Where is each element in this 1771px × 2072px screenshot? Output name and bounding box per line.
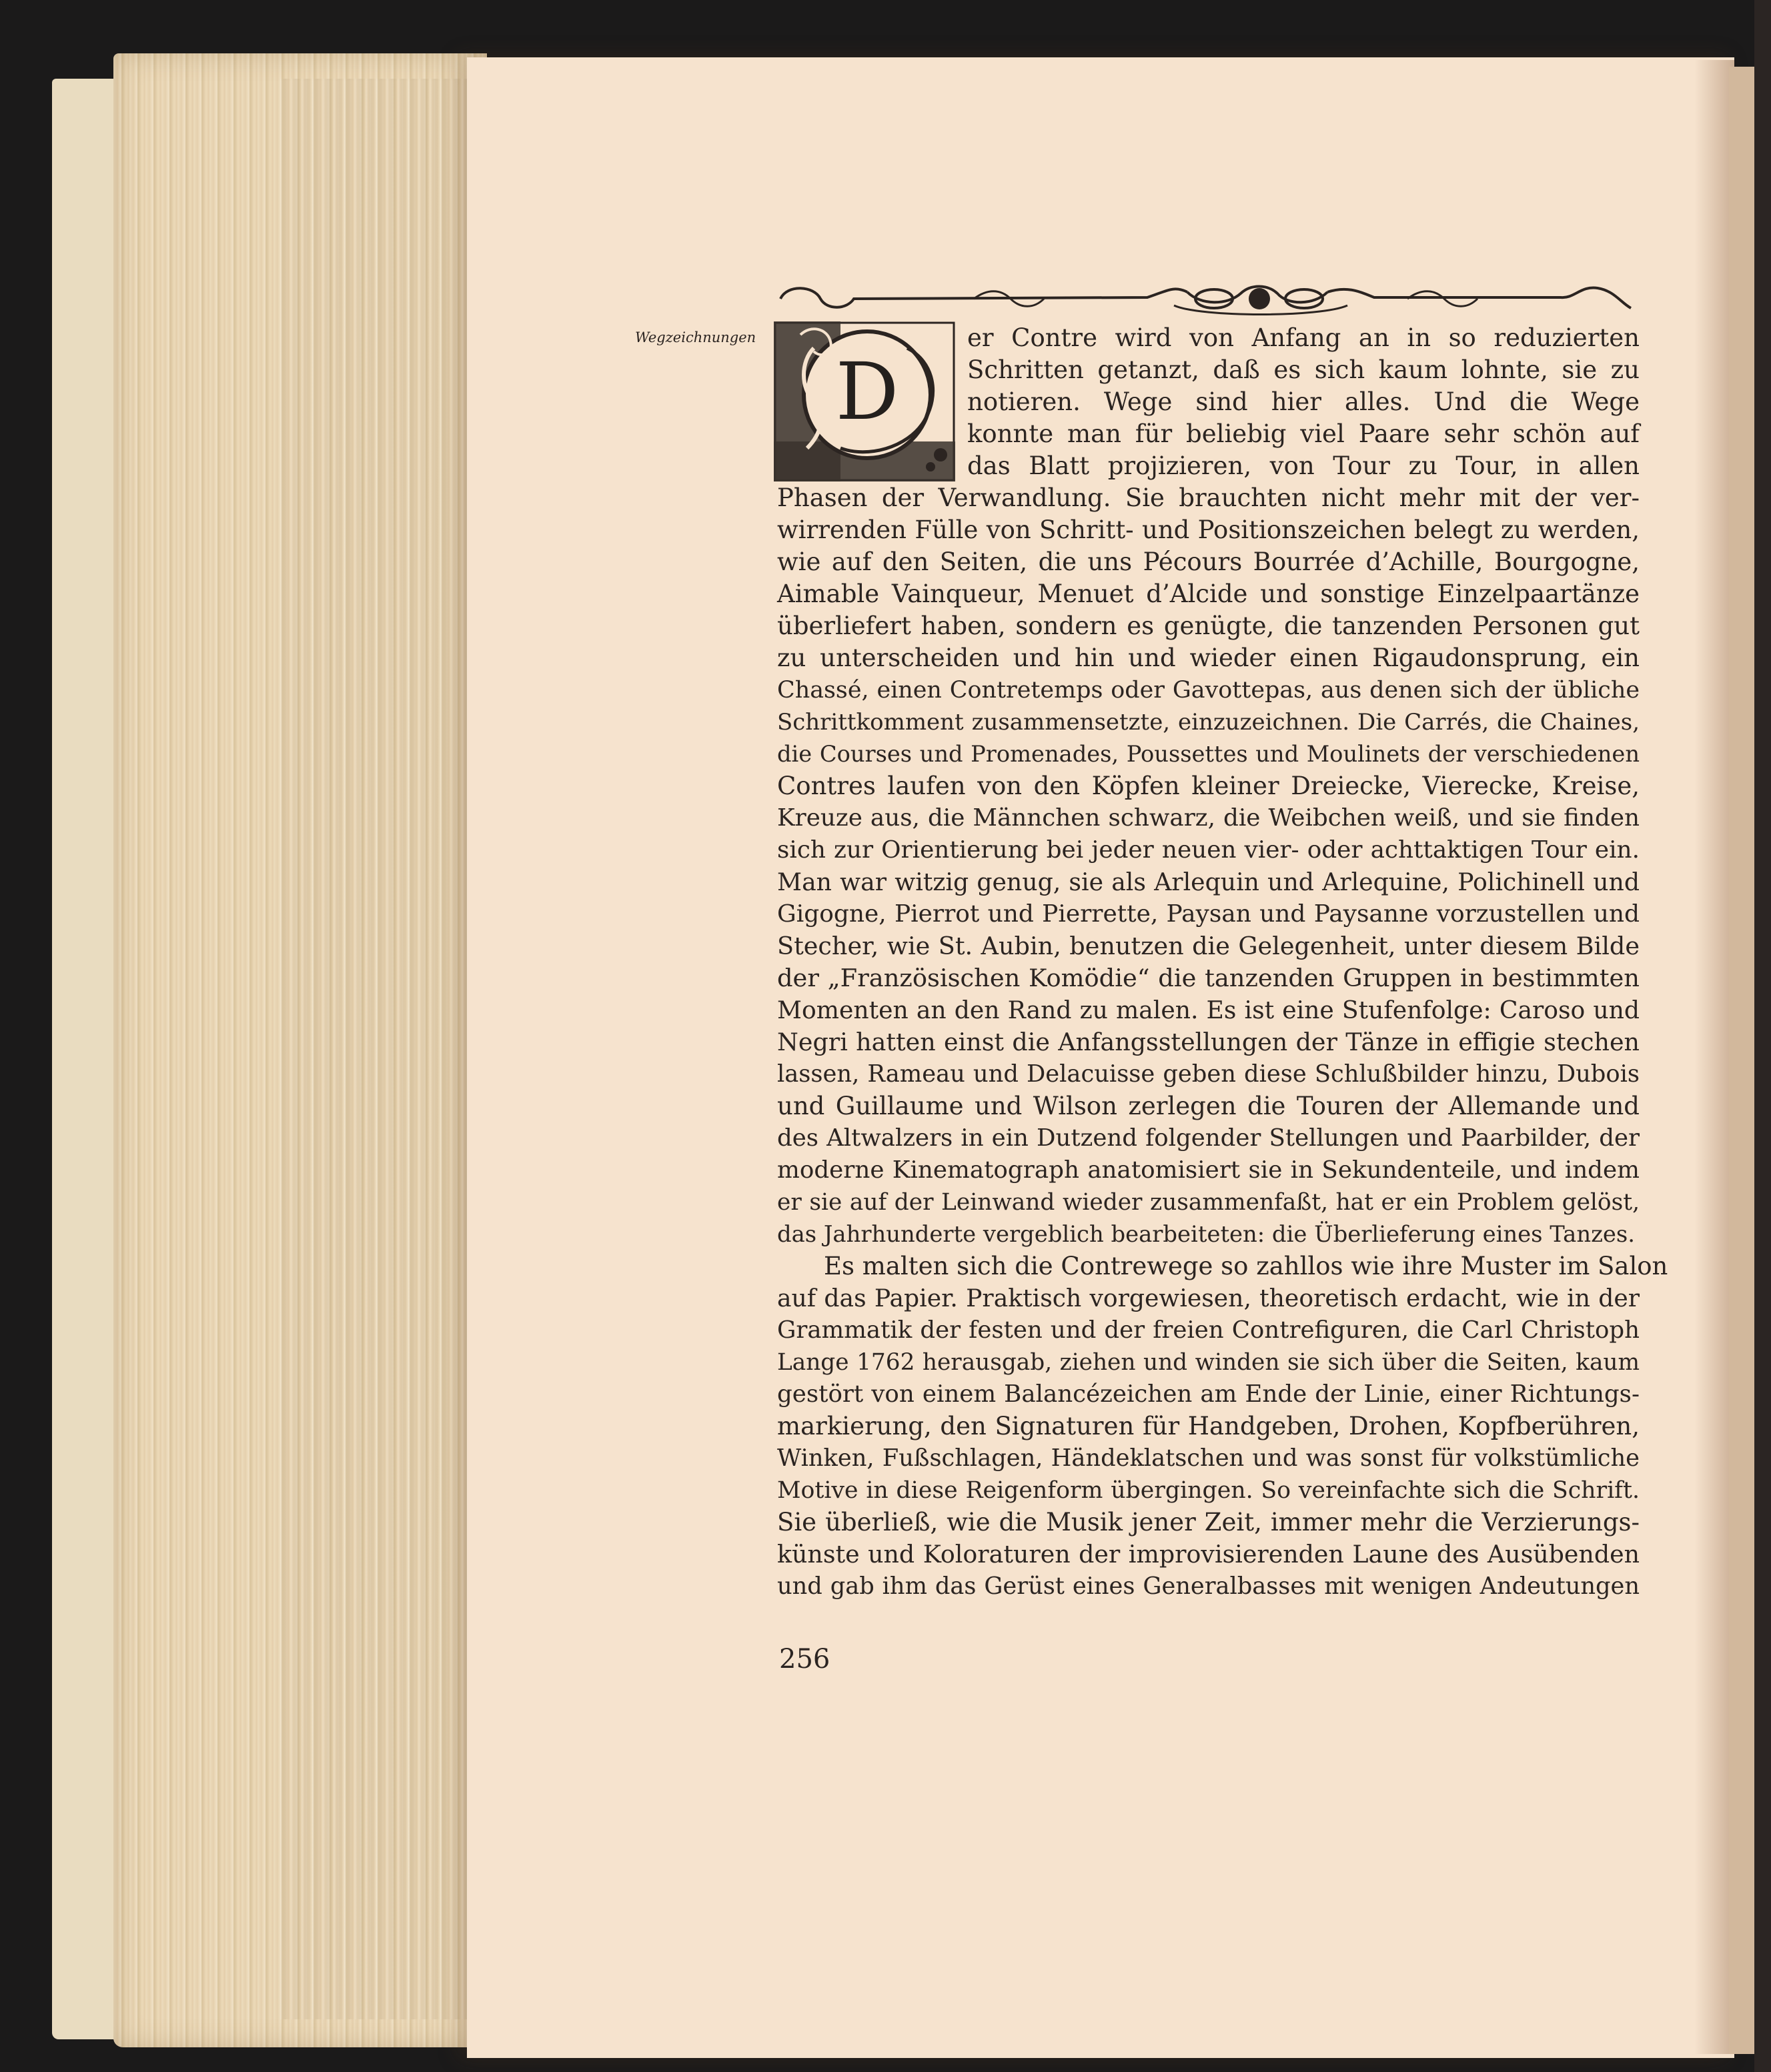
header-ornament [774, 279, 1638, 320]
text-line: sich zur Orientierung bei jeder neuen vier- oder achttaktigen Tour ein. [777, 836, 1640, 864]
text-line: die Courses und Promenades, Poussettes und Moulinets der verschiedenen [777, 741, 1640, 767]
text-line: er Contre wird von Anfang an in so reduzierten [967, 323, 1640, 352]
text-line: künste und Koloraturen der improvisierenden Laune des Ausübenden [777, 1540, 1640, 1569]
text-line: auf das Papier. Praktisch vorgewiesen, theoretisch erdacht, wie in der [777, 1284, 1640, 1312]
text-line: das Jahrhunderte vergeblich bearbeiteten: die Überlieferung eines Tanzes. [777, 1221, 1635, 1247]
text-line: Grammatik der festen und der freien Contrefiguren, die Carl Christoph [777, 1316, 1640, 1344]
background-edge [1754, 0, 1771, 2072]
text-line: wirrenden Fülle von Schritt- und Positionszeichen belegt zu werden, [777, 515, 1640, 544]
text-line: Man war witzig genug, sie als Arlequin und Arlequine, Polichinell und [777, 868, 1640, 896]
text-line: des Altwalzers in ein Dutzend folgender Stellungen und Paarbilder, der [777, 1124, 1640, 1152]
page-gutter [1694, 60, 1734, 2054]
text-line: Lange 1762 herausgab, ziehen und winden sie sich über die Seiten, kaum [777, 1349, 1640, 1376]
text-line: moderne Kinematograph anatomisiert sie in Sekundenteile, und indem [777, 1156, 1640, 1184]
text-line: markierung, den Signaturen für Handgeben, Drohen, Kopfberühren, [777, 1412, 1640, 1440]
page-number: 256 [779, 1644, 830, 1675]
margin-note: Wegzeichnungen [635, 329, 756, 345]
body-text [777, 321, 1668, 1635]
drop-cap-letter: D [835, 345, 899, 437]
text-line: Schritten getanzt, daß es sich kaum lohnte, sie zu [967, 355, 1640, 384]
text-line: Phasen der Verwandlung. Sie brauchten nicht mehr mit der ver- [777, 483, 1640, 512]
text-line: der „Französischen Komödie“ die tanzenden Gruppen in bestimmten [777, 964, 1640, 992]
text-line: wie auf den Seiten, die uns Pécours Bourrée d’Achille, Bourgogne, [777, 548, 1640, 576]
text-line: konnte man für beliebig viel Paare sehr schön auf [967, 419, 1640, 448]
text-line: überliefert haben, sondern es genügte, die tanzenden Personen gut [777, 612, 1640, 640]
text-line: Chassé, einen Contretemps oder Gavottepas, aus denen sich der übliche [777, 677, 1640, 704]
text-line: und Guillaume und Wilson zerlegen die Touren der Allemande und [777, 1092, 1640, 1120]
text-line: das Blatt projizieren, von Tour zu Tour, in allen [967, 451, 1640, 480]
text-line: Stecher, wie St. Aubin, benutzen die Gelegenheit, unter diesem Bilde [777, 932, 1640, 960]
text-line: und gab ihm das Gerüst eines Generalbasses mit wenigen Andeutungen [777, 1573, 1640, 1600]
text-line: Contres laufen von den Köpfen kleiner Dreiecke, Vierecke, Kreise, [777, 772, 1640, 800]
text-line: Momenten an den Rand zu malen. Es ist eine Stufenfolge: Caroso und [777, 996, 1640, 1024]
text-line: Es malten sich die Contrewege so zahllos wie ihre Muster im Salon [824, 1252, 1668, 1280]
text-line: Gigogne, Pierrot und Pierrette, Paysan und Paysanne vorzustellen und [777, 900, 1640, 928]
text-line: lassen, Rameau und Delacuisse geben diese Schlußbilder hinzu, Dubois [777, 1060, 1640, 1088]
text-line: Kreuze aus, die Männchen schwarz, die Weibchen weiß, und sie finden [777, 804, 1640, 832]
text-line: Motive in diese Reigenform übergingen. So vereinfachte sich die Schrift. [777, 1477, 1640, 1504]
page-stack-shading [280, 79, 480, 2019]
text-line: Winken, Fußschlagen, Händeklatschen und was sonst für volkstümliche [777, 1444, 1640, 1472]
text-line: er sie auf der Leinwand wieder zusammenfaßt, hat er ein Problem gelöst, [777, 1189, 1640, 1216]
text-line: Sie überließ, wie die Musik jener Zeit, immer mehr die Verzierungs- [777, 1508, 1640, 1536]
text-line: zu unterscheiden und hin und wieder einen Rigaudonsprung, ein [777, 644, 1640, 672]
text-line: Negri hatten einst die Anfangsstellungen der Tänze in effigie stechen [777, 1028, 1640, 1056]
text-line: gestört von einem Balancézeichen am Ende der Linie, einer Richtungs- [777, 1380, 1640, 1408]
text-line: notieren. Wege sind hier alles. Und die Wege [967, 387, 1640, 416]
text-line: Schrittkomment zusammensetzte, einzuzeichnen. Die Carrés, die Chaines, [777, 709, 1640, 736]
text-line: Aimable Vainqueur, Menuet d’Alcide und sonstige Einzelpaartänze [777, 580, 1640, 608]
